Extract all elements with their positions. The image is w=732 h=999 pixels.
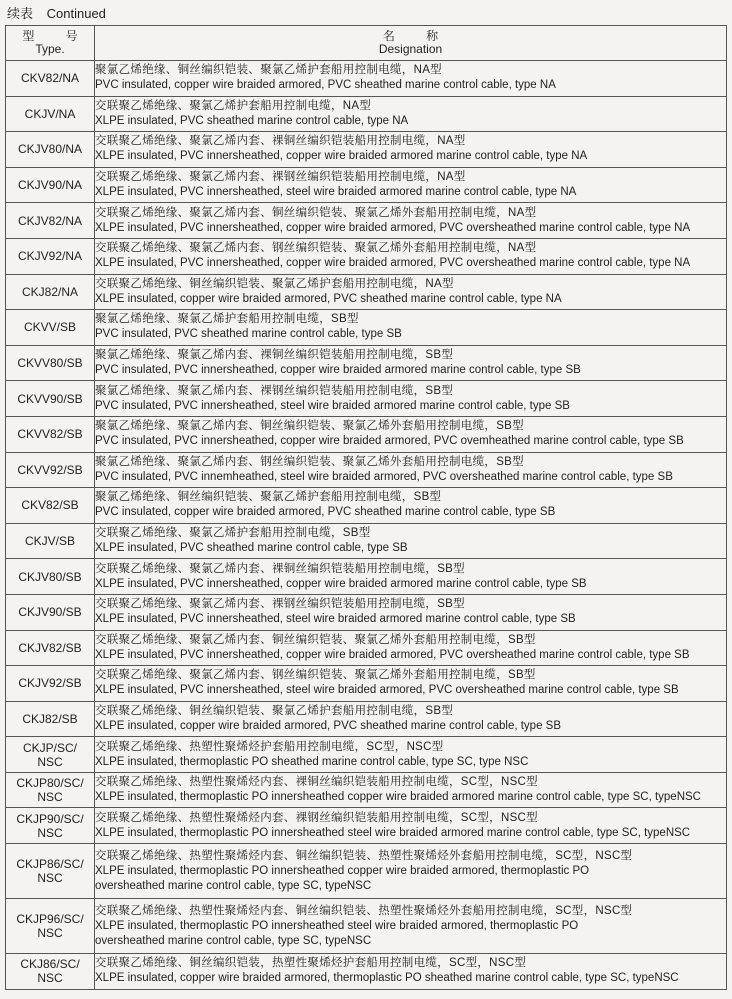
designation-en: XLPE insulated, PVC innersheathed, steel wire braided armored, PVC oversheathed marine control cable, type SB	[95, 684, 679, 697]
designation-en: PVC insulated, PVC innersheathed, copper wire braided armored, PVC ovemheathed marine control cable, type SB	[95, 435, 684, 448]
table-row	[6, 954, 727, 990]
cable-type-code: CKJP96/SC/ NSC	[6, 899, 95, 954]
cable-designation	[95, 203, 727, 239]
cable-type-code: CKJV90/SB	[6, 594, 95, 630]
cable-designation	[95, 630, 727, 666]
cable-designation	[95, 844, 727, 899]
cable-designation	[95, 808, 727, 844]
cable-designation	[95, 594, 727, 630]
cable-type-code: CKJV80/SB	[6, 559, 95, 595]
cable-type-code: CKJP86/SC/ NSC	[6, 844, 95, 899]
cable-designation	[95, 523, 727, 559]
cable-type-code: CKJP80/SC/ NSC	[6, 772, 95, 808]
cable-designation	[95, 452, 727, 488]
cable-type-code: CKVV92/SB	[6, 452, 95, 488]
designation-zh: 聚氯乙烯绝缘、聚氯乙烯护套船用控制电缆，SB型	[95, 313, 359, 326]
cable-designation	[95, 772, 727, 808]
designation-header-en: Designation	[378, 42, 443, 56]
designation-en: XLPE insulated, thermoplastic PO innersheathed steel wire braided armored, thermoplastic PO	[95, 919, 579, 932]
table-row	[6, 452, 727, 488]
table-row	[6, 381, 727, 417]
cable-designation	[95, 381, 727, 417]
designation-en: PVC insulated, copper wire braided armored, PVC sheathed marine control cable, type NA	[95, 79, 556, 92]
table-row	[6, 132, 727, 168]
designation-en: PVC insulated, PVC innersheathed, copper wire braided armored marine control cable, type SB	[95, 364, 581, 377]
table-body	[6, 61, 727, 990]
cable-designation	[95, 167, 727, 203]
cable-designation	[95, 666, 727, 702]
designation-zh: 交联聚乙烯绝缘、铜丝编织铠装、聚氯乙烯护套船用控制电缆，SB型	[95, 704, 454, 717]
cable-type-code: CKV82/SB	[6, 488, 95, 524]
designation-zh: 交联聚乙烯绝缘、聚氯乙烯内套、裸钢丝编织铠装船用控制电缆，NA型	[95, 171, 466, 184]
table-row	[6, 488, 727, 524]
designation-zh: 交联聚乙烯绝缘、聚氯乙烯内套、裸铜丝编织铠装船用控制电缆，SB型	[95, 562, 465, 575]
cable-type-code: CKJ86/SC/ NSC	[6, 954, 95, 990]
cable-designation	[95, 238, 727, 274]
designation-zh: 聚氯乙烯绝缘、铜丝编织铠装、聚氯乙烯护套船用控制电缆，SB型	[95, 491, 442, 504]
table-row	[6, 416, 727, 452]
designation-en: XLPE insulated, PVC sheathed marine control cable, type NA	[95, 114, 409, 127]
table-row	[6, 594, 727, 630]
designation-zh: 交联聚乙烯绝缘、聚氯乙烯内套、钢丝编织铠装、聚氯乙烯外套船用控制电缆，SB型	[95, 669, 536, 682]
designation-en: oversheathed marine control cable, type SC, typeNSC	[95, 879, 372, 892]
cable-type-code: CKJV/NA	[6, 96, 95, 132]
designation-zh: 交联聚乙烯绝缘、聚氯乙烯内套、铜丝编织铠装、聚氯乙烯外套船用控制电缆，NA型	[95, 206, 537, 219]
designation-zh: 交联聚乙烯绝缘、铜丝编织铠装、聚氯乙烯护套船用控制电缆，NA型	[95, 277, 454, 290]
designation-en: XLPE insulated, thermoplastic PO innersheathed steel wire braided armored marine control cable, type SC, typeNSC	[95, 826, 691, 839]
type-header-zh: 型 号	[22, 29, 92, 43]
cable-designation	[95, 274, 727, 310]
cable-type-table	[5, 25, 727, 990]
cable-designation	[95, 132, 727, 168]
designation-en: XLPE insulated, copper wire braided armored, PVC sheathed marine control cable, type SB	[95, 719, 562, 732]
designation-zh: 交联聚乙烯绝缘、热塑性聚烯烃内套、铜丝编织铠装、热塑性聚烯烃外套船用控制电缆，SC型，NSC型	[95, 904, 633, 917]
table-row	[6, 666, 727, 702]
table-row	[6, 96, 727, 132]
table-row	[6, 559, 727, 595]
designation-zh: 交联聚乙烯绝缘、聚氯乙烯护套船用控制电缆，NA型	[95, 99, 372, 112]
cable-type-code: CKVV80/SB	[6, 345, 95, 381]
designation-zh: 交联聚乙烯绝缘、热塑性聚烯烃内套、裸铜丝编织铠装船用控制电缆，SC型，NSC型	[95, 776, 538, 789]
designation-en: PVC insulated, copper wire braided armored, PVC sheathed marine control cable, type SB	[95, 506, 556, 519]
designation-zh: 交联聚乙烯绝缘、热塑性聚烯烃护套船用控制电缆，SC型，NSC型	[95, 740, 444, 753]
table-row	[6, 238, 727, 274]
cable-designation	[95, 310, 727, 346]
cable-designation	[95, 701, 727, 737]
designation-zh: 交联聚乙烯绝缘、聚氯乙烯内套、钢丝编织铠装、聚氯乙烯外套船用控制电缆，NA型	[95, 242, 537, 255]
table-row	[6, 61, 727, 97]
table-row	[6, 899, 727, 954]
cable-type-code: CKJ82/NA	[6, 274, 95, 310]
cable-type-code: CKJP90/SC/ NSC	[6, 808, 95, 844]
cable-type-code: CKVV82/SB	[6, 416, 95, 452]
table-row	[6, 167, 727, 203]
cable-designation	[95, 61, 727, 97]
designation-zh: 交联聚乙烯绝缘、聚氯乙烯内套、裸钢丝编织铠装船用控制电缆，SB型	[95, 598, 465, 611]
type-header-en: Type.	[35, 42, 65, 56]
designation-zh: 聚氯乙烯绝缘、聚氯乙烯内套、钢丝编织铠装、聚氯乙烯外套船用控制电缆，SB型	[95, 455, 524, 468]
designation-en: XLPE insulated, PVC innersheathed, copper wire braided armored, PVC oversheathed marine control cable, type NA	[95, 257, 691, 270]
designation-en: XLPE insulated, PVC innersheathed, copper wire braided armored, PVC oversheathed marine control cable, type NA	[95, 221, 691, 234]
cable-designation	[95, 559, 727, 595]
cable-type-code: CKJV92/SB	[6, 666, 95, 702]
cable-designation	[95, 416, 727, 452]
designation-en: XLPE insulated, PVC sheathed marine control cable, type SB	[95, 542, 408, 555]
table-row	[6, 310, 727, 346]
cable-type-code: CKJV/SB	[6, 523, 95, 559]
designation-en: XLPE insulated, thermoplastic PO sheathed marine control cable, type SC, type NSC	[95, 755, 529, 768]
cable-type-code: CKJP/SC/ NSC	[6, 737, 95, 773]
designation-en: XLPE insulated, thermoplastic PO innersheathed copper wire braided armored, thermoplastic PO	[95, 864, 590, 877]
cable-designation	[95, 96, 727, 132]
designation-zh: 交联聚乙烯绝缘、聚氯乙烯护套船用控制电缆，SB型	[95, 527, 371, 540]
table-row	[6, 808, 727, 844]
designation-en: PVC insulated, PVC sheathed marine control cable, type SB	[95, 328, 402, 341]
type-column-header	[6, 26, 95, 61]
cable-type-code: CKJV82/SB	[6, 630, 95, 666]
designation-en: XLPE insulated, PVC innersheathed, steel wire braided armored marine control cable, type NA	[95, 186, 577, 199]
caption-en: Continued	[46, 6, 106, 21]
cable-designation	[95, 737, 727, 773]
designation-zh: 聚氯乙烯绝缘、聚氯乙烯内套、裸铜丝编织铠装船用控制电缆，SB型	[95, 349, 454, 362]
table-row	[6, 772, 727, 808]
cable-designation	[95, 345, 727, 381]
designation-zh: 聚氯乙烯绝缘、聚氯乙烯内套、铜丝编织铠装、聚氯乙烯外套船用控制电缆，SB型	[95, 420, 524, 433]
designation-en: XLPE insulated, PVC innersheathed, copper wire braided armored, PVC oversheathed marine control cable, type SB	[95, 648, 690, 661]
cable-designation	[95, 488, 727, 524]
table-caption	[7, 3, 106, 22]
designation-en: XLPE insulated, thermoplastic PO innersheathed copper wire braided armored marine control cable, type SC, typeNSC	[95, 791, 701, 804]
table-row	[6, 274, 727, 310]
table-row	[6, 523, 727, 559]
table-row	[6, 844, 727, 899]
designation-en: XLPE insulated, copper wire braided armored, thermoplastic PO sheathed marine control cable, type SC, typeNSC	[95, 972, 679, 985]
designation-column-header	[95, 26, 727, 61]
designation-en: XLPE insulated, PVC innersheathed, steel wire braided armored marine control cable, type SB	[95, 613, 576, 626]
designation-en: XLPE insulated, PVC innersheathed, copper wire braided armored marine control cable, type NA	[95, 150, 588, 163]
designation-zh: 交联聚乙烯绝缘、聚氯乙烯内套、铜丝编织铠装、聚氯乙烯外套船用控制电缆，SB型	[95, 633, 536, 646]
table-header-row	[6, 26, 727, 61]
cable-type-code: CKJ82/SB	[6, 701, 95, 737]
designation-zh: 交联聚乙烯绝缘、聚氯乙烯内套、裸铜丝编织铠装船用控制电缆，NA型	[95, 135, 466, 148]
cable-type-code: CKJV80/NA	[6, 132, 95, 168]
cable-type-code: CKVV/SB	[6, 310, 95, 346]
caption-zh: 续表	[7, 6, 34, 21]
table-row	[6, 630, 727, 666]
designation-en: XLPE insulated, PVC innersheathed, copper wire braided armored marine control cable, type SB	[95, 577, 587, 590]
cable-designation	[95, 899, 727, 954]
designation-en: PVC insulated, PVC innersheathed, steel wire braided armored marine control cable, type SB	[95, 399, 570, 412]
designation-en: XLPE insulated, copper wire braided armored, PVC sheathed marine control cable, type NA	[95, 292, 562, 305]
designation-zh: 聚氯乙烯绝缘、聚氯乙烯内套、裸钢丝编织铠装船用控制电缆，SB型	[95, 384, 454, 397]
cable-designation	[95, 954, 727, 990]
cable-type-code: CKVV90/SB	[6, 381, 95, 417]
designation-zh: 交联聚乙烯绝缘、铜丝编织铠装，热塑性聚烯烃护套船用控制电缆，SC型，NSC型	[95, 957, 527, 970]
cable-type-code: CKJV92/NA	[6, 238, 95, 274]
cable-type-code: CKJV90/NA	[6, 167, 95, 203]
designation-zh: 交联聚乙烯绝缘、热塑性聚烯烃内套、铜丝编织铠装、热塑性聚烯烃外套船用控制电缆，SC型，NSC型	[95, 849, 633, 862]
table-row	[6, 345, 727, 381]
designation-zh: 交联聚乙烯绝缘、热塑性聚烯烃内套、裸钢丝编织铠装船用控制电缆，SC型，NSC型	[95, 811, 538, 824]
table-row	[6, 701, 727, 737]
cable-type-code: CKV82/NA	[6, 61, 95, 97]
table-row	[6, 737, 727, 773]
designation-zh: 聚氯乙烯绝缘、铜丝编织铠装、聚氯乙烯护套船用控制电缆，NA型	[95, 64, 442, 77]
cable-type-code: CKJV82/NA	[6, 203, 95, 239]
designation-header-zh: 名 称	[382, 29, 453, 43]
designation-en: PVC insulated, PVC innemheathed, steel wire braided armored, PVC oversheathed marine control cable, type SB	[95, 470, 673, 483]
designation-en: oversheathed marine control cable, type SC, typeNSC	[95, 934, 372, 947]
table-row	[6, 203, 727, 239]
